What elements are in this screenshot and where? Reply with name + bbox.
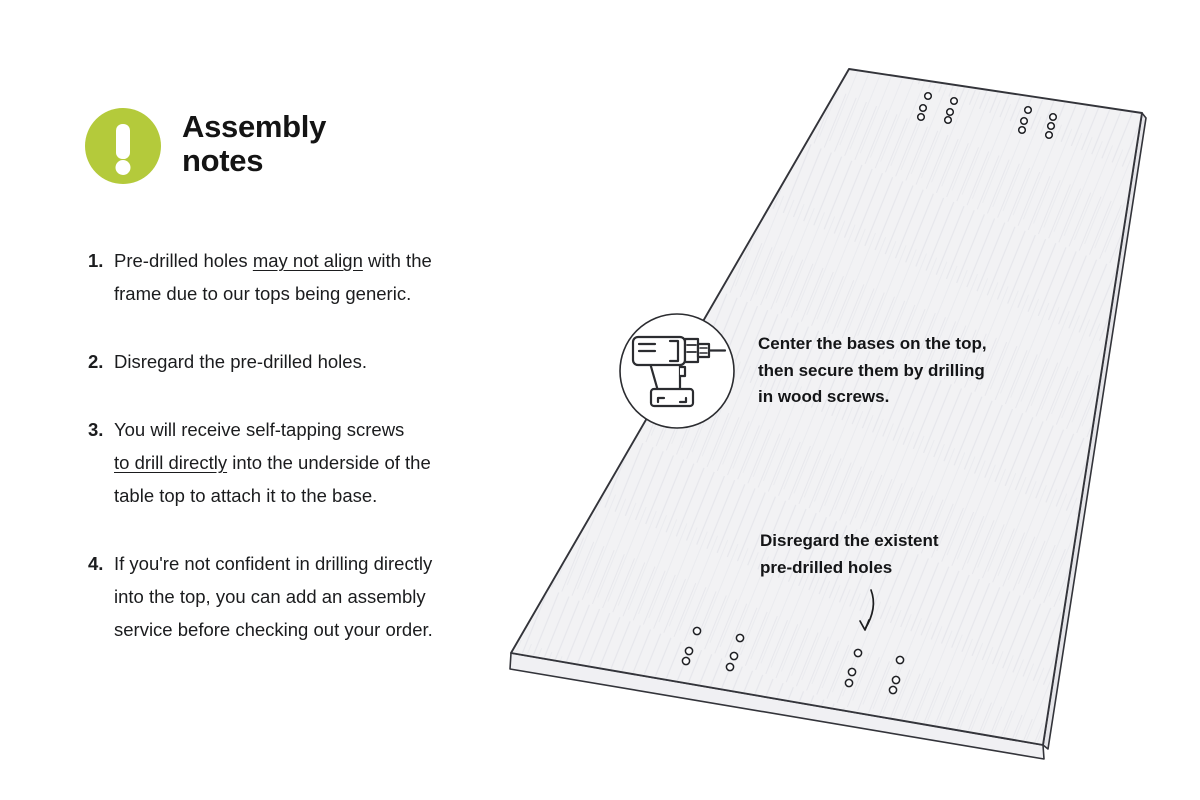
screw-hole xyxy=(1021,118,1028,125)
note-segment-underlined: may not align xyxy=(252,250,363,271)
callout-line: Disregard the existent xyxy=(760,531,939,550)
note-segment: service before checking out your order. xyxy=(114,619,433,640)
note-text xyxy=(114,345,488,378)
note-segment-underlined: to drill directly xyxy=(114,452,228,473)
note-line xyxy=(114,277,488,310)
screw-hole xyxy=(896,656,903,663)
note-item-3 xyxy=(88,413,488,512)
table-top xyxy=(510,69,1146,759)
screw-hole xyxy=(889,686,896,693)
screw-hole xyxy=(892,676,899,683)
screw-hole xyxy=(951,98,958,105)
screw-hole xyxy=(1050,114,1057,121)
screw-hole xyxy=(854,649,861,656)
note-number: 1. xyxy=(88,250,104,271)
note-line xyxy=(114,479,488,512)
note-segment: with the xyxy=(362,250,432,271)
callout-line: in wood screws. xyxy=(758,387,890,406)
screw-hole xyxy=(682,657,689,664)
note-text xyxy=(114,547,488,646)
note-line xyxy=(114,244,488,277)
screw-hole xyxy=(693,627,700,634)
screw-hole xyxy=(1046,132,1053,139)
note-segment: into the top, you can add an assembly xyxy=(114,586,426,607)
screw-hole xyxy=(1019,127,1026,134)
note-line xyxy=(114,446,488,479)
callout-line: pre-drilled holes xyxy=(760,557,893,577)
note-segment: Disregard the pre-drilled holes. xyxy=(114,351,367,372)
exclamation-icon xyxy=(85,108,161,184)
note-line xyxy=(114,413,488,446)
note-segment: table top to attach it to the base. xyxy=(114,485,378,506)
note-segment: frame due to our tops being generic. xyxy=(114,283,412,304)
note-segment: Pre-drilled holes xyxy=(114,250,253,271)
screw-hole xyxy=(945,117,952,124)
note-segment: into the underside of the xyxy=(227,452,431,473)
note-segment: You will receive self-tapping screws xyxy=(114,419,405,440)
screw-hole xyxy=(920,105,927,112)
screw-hole xyxy=(925,93,932,100)
note-item-2 xyxy=(88,345,488,378)
note-text xyxy=(114,413,488,512)
page-title-line2: notes xyxy=(182,143,264,178)
drill-callout-text xyxy=(758,331,1048,411)
page-title-line1: Assembly xyxy=(182,109,327,144)
alert-badge xyxy=(85,108,161,184)
note-number: 4. xyxy=(88,553,104,574)
assembly-notes-list xyxy=(88,244,488,681)
note-line xyxy=(114,547,488,580)
screw-hole xyxy=(947,109,954,116)
note-item-1 xyxy=(88,244,488,310)
callout-line: then secure them by drilling xyxy=(758,360,985,380)
note-number: 2. xyxy=(88,351,104,372)
note-line xyxy=(114,580,488,613)
screw-hole xyxy=(1025,107,1032,114)
page-title xyxy=(182,110,326,178)
note-text xyxy=(114,244,488,310)
disregard-holes-callout-text xyxy=(760,528,1000,581)
note-segment: If you're not confident in drilling directly xyxy=(114,553,433,574)
note-line xyxy=(114,613,488,646)
screw-hole xyxy=(726,663,733,670)
callout-line: Center the bases on the top, xyxy=(758,334,987,353)
screw-hole xyxy=(685,647,692,654)
note-line xyxy=(114,345,488,378)
screw-hole xyxy=(730,652,737,659)
note-number: 3. xyxy=(88,419,104,440)
screw-hole xyxy=(1048,123,1055,130)
screw-hole xyxy=(845,679,852,686)
screw-hole xyxy=(848,668,855,675)
screw-hole xyxy=(918,114,925,121)
note-item-4 xyxy=(88,547,488,646)
screw-hole xyxy=(736,634,743,641)
drill-icon-badge xyxy=(620,314,734,428)
